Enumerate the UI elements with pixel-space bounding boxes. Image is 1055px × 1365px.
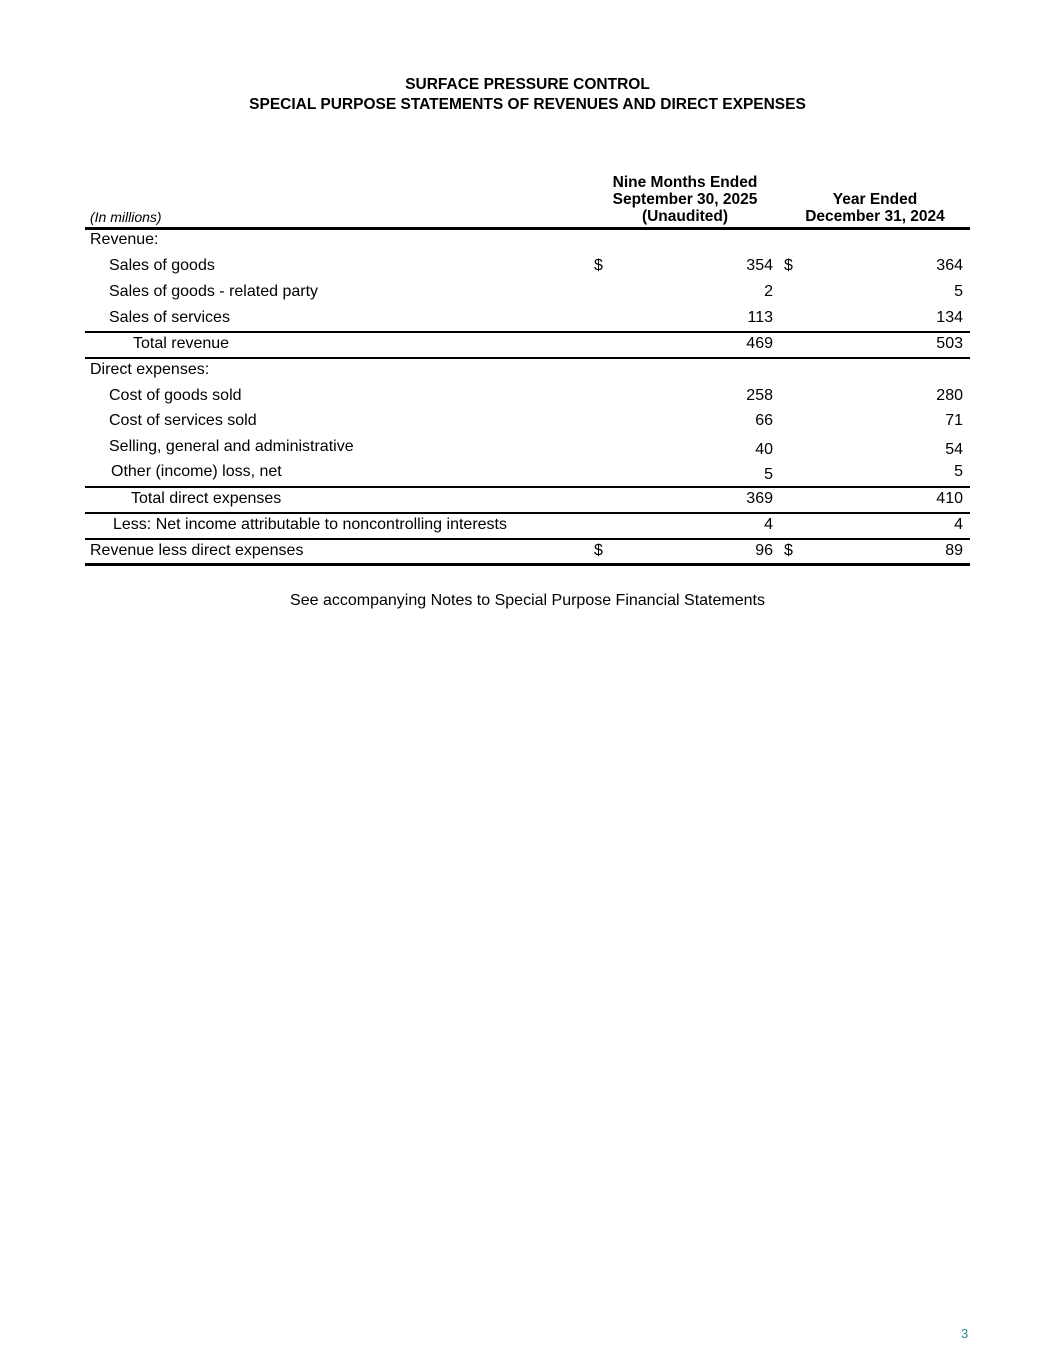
column-header-nine-months xyxy=(588,174,782,225)
footnote: See accompanying Notes to Special Purpose Financial Statements xyxy=(290,592,765,609)
value-2024: 364 xyxy=(936,257,963,274)
row-label: Cost of goods sold xyxy=(109,387,242,404)
row-label: Sales of goods - related party xyxy=(109,283,319,300)
header-rule xyxy=(85,227,970,230)
value-2024: 503 xyxy=(936,335,963,352)
statement-title: SPECIAL PURPOSE STATEMENTS OF REVENUES AND DIRECT EXPENSES xyxy=(249,96,806,113)
value-2025: 66 xyxy=(755,412,773,429)
value-2024: 4 xyxy=(954,516,963,533)
row-label: Sales of services xyxy=(109,309,230,326)
row-label: Selling, general and administrative xyxy=(109,438,354,455)
table-row xyxy=(85,309,970,333)
value-2024: 410 xyxy=(936,490,963,507)
currency-symbol: $ xyxy=(784,542,793,559)
column-header-line: Nine Months Ended xyxy=(612,174,758,191)
total-rule xyxy=(85,512,970,514)
table-row xyxy=(85,387,970,411)
units-label: (In millions) xyxy=(90,209,162,225)
value-2025: 5 xyxy=(764,466,773,483)
statement-company-title: SURFACE PRESSURE CONTROL xyxy=(405,76,650,93)
table-row-noncontrolling xyxy=(85,516,970,540)
table-row-expenses-heading xyxy=(85,361,970,385)
double-rule xyxy=(85,563,970,566)
subtotal-rule xyxy=(85,331,970,333)
value-2025: 40 xyxy=(755,441,773,458)
currency-symbol: $ xyxy=(594,542,603,559)
column-header-line: September 30, 2025 xyxy=(612,191,758,208)
currency-symbol: $ xyxy=(594,257,603,274)
column-header-line: December 31, 2024 xyxy=(805,208,945,225)
table-row xyxy=(85,463,970,487)
row-label: Cost of services sold xyxy=(109,412,257,429)
value-2025: 369 xyxy=(746,490,773,507)
table-row-total-expenses xyxy=(85,490,970,514)
table-row-revenue-heading xyxy=(85,231,970,255)
table-row xyxy=(85,257,970,281)
value-2025: 354 xyxy=(746,257,773,274)
total-rule xyxy=(85,357,970,359)
value-2024: 280 xyxy=(936,387,963,404)
value-2025: 2 xyxy=(764,283,773,300)
row-label: Total direct expenses xyxy=(131,490,282,507)
value-2024: 71 xyxy=(945,412,963,429)
row-label: Direct expenses: xyxy=(90,361,210,378)
value-2024: 89 xyxy=(945,542,963,559)
value-2025: 258 xyxy=(746,387,773,404)
value-2024: 5 xyxy=(954,283,963,300)
value-2025: 4 xyxy=(764,516,773,533)
net-rule xyxy=(85,538,970,540)
row-label: Sales of goods xyxy=(109,257,215,274)
row-label: Revenue: xyxy=(90,231,159,248)
row-label: Total revenue xyxy=(133,335,230,352)
value-2025: 96 xyxy=(755,542,773,559)
column-header-line: (Unaudited) xyxy=(641,208,729,225)
row-label: Other (income) loss, net xyxy=(111,463,282,480)
column-header-line: Year Ended xyxy=(832,191,918,208)
row-label: Less: Net income attributable to noncontrolling interests xyxy=(113,516,507,533)
table-row-total-revenue xyxy=(85,335,970,359)
table-row xyxy=(85,283,970,307)
column-header-year xyxy=(782,191,968,225)
value-2025: 113 xyxy=(747,309,773,326)
value-2024: 134 xyxy=(936,309,963,326)
currency-symbol: $ xyxy=(784,257,793,274)
page-number: 3 xyxy=(961,1326,969,1341)
row-label: Revenue less direct expenses xyxy=(90,542,304,559)
value-2024: 5 xyxy=(954,463,963,480)
value-2025: 469 xyxy=(746,335,773,352)
table-row xyxy=(85,412,970,436)
table-row xyxy=(85,438,970,462)
subtotal-rule xyxy=(85,486,970,488)
value-2024: 54 xyxy=(945,441,963,458)
